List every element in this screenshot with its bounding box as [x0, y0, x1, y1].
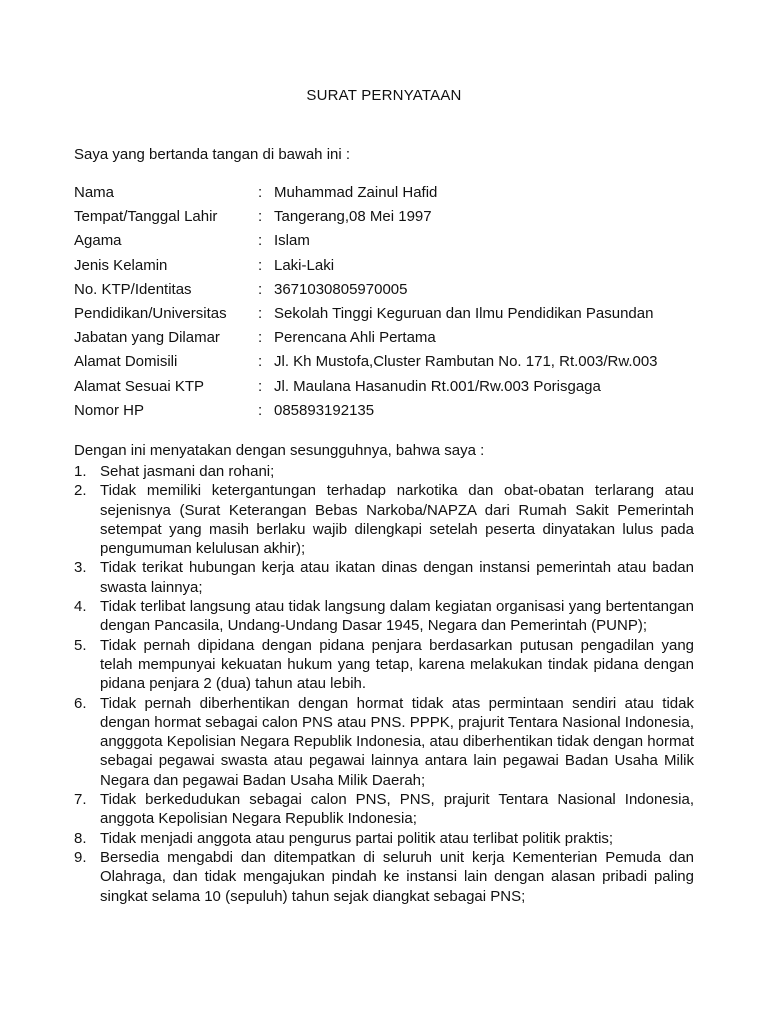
identity-colon: : [258, 377, 263, 395]
identity-label: Pendidikan/Universitas [74, 304, 227, 322]
statement-text: Sehat jasmani dan rohani; [100, 463, 275, 480]
identity-label: Jenis Kelamin [74, 256, 168, 274]
statement-item [74, 597, 694, 636]
statement-number: 8. [74, 829, 87, 847]
statement-item [74, 790, 694, 829]
identity-label: No. KTP/Identitas [74, 280, 192, 298]
identity-colon: : [258, 280, 263, 298]
statement-number: 1. [74, 463, 87, 480]
statement-text: Tidak berkedudukan sebagai calon PNS, PNS, prajurit Tentara Nasional Indonesia, anggota Kepolisian Negara Republik Indonesia; [100, 791, 694, 828]
statement-text: Bersedia mengabdi dan ditempatkan di seluruh unit kerja Kementerian Pemuda dan Olahraga, dan tidak mengajukan pindah ke instansi lain dengan alasan pribadi paling singkat selama 10 (sepuluh) tahun sejak diangkat sebagai PNS; [100, 848, 694, 905]
identity-label: Jabatan yang Dilamar [74, 329, 220, 347]
identity-value: 3671030805970005 [274, 280, 408, 298]
identity-label: Alamat Sesuai KTP [74, 377, 205, 395]
statement-text: Tidak pernah diberhentikan dengan hormat tidak atas permintaan sendiri atau tidak dengan hormat sebagai calon PNS atau PNS. PPPK, prajurit Tentara Nasional Indonesia, angggota Kepolisian Negara Republik Indonesia, atau diberhentikan tidak dengan hormat sebagai pegawai swasta atau pegawai lainnya antara lain pegawai Badan Usaha Milik Negara dan pegawai Badan Usaha Milik Daerah; [100, 694, 694, 789]
identity-value: 085893192135 [274, 401, 375, 419]
identity-row-gender [74, 254, 714, 278]
identity-value: Islam [274, 232, 310, 250]
identity-colon: : [258, 184, 263, 201]
statement-number: 6. [74, 694, 87, 712]
identity-label: Nomor HP [74, 401, 145, 419]
identity-label: Nama [74, 184, 115, 201]
intro-text: Saya yang bertanda tangan di bawah ini : [74, 146, 351, 163]
identity-label: Agama [74, 232, 122, 250]
statement-list [74, 462, 694, 906]
identity-row-domicile [74, 350, 714, 374]
identity-row-religion [74, 229, 714, 253]
identity-value: Tangerang,08 Mei 1997 [274, 208, 432, 226]
statement-text: Tidak pernah dipidana dengan pidana penjara berdasarkan putusan pengadilan yang telah mempunyai kekuatan hukum yang tetap, karena melakukan tindak pidana dengan pidana penjara 2 (dua) tahun atau lebih. [100, 636, 694, 693]
identity-row-ktp-address [74, 375, 714, 399]
identity-value: Jl. Maulana Hasanudin Rt.001/Rw.003 Porisgaga [274, 377, 601, 395]
identity-value: Perencana Ahli Pertama [274, 329, 436, 347]
identity-colon: : [258, 329, 263, 347]
statement-item [74, 829, 694, 848]
identity-row-id [74, 278, 714, 302]
identity-colon: : [258, 353, 263, 371]
identity-row-education [74, 302, 714, 326]
identity-label: Alamat Domisili [74, 353, 178, 371]
statement-number: 5. [74, 636, 87, 654]
identity-value: Laki-Laki [274, 256, 335, 274]
statement-number: 2. [74, 482, 87, 500]
identity-row-birth [74, 205, 714, 229]
statement-number: 9. [74, 848, 87, 866]
statement-item [74, 848, 694, 906]
identity-value: Sekolah Tinggi Keguruan dan Ilmu Pendidikan Pasundan [274, 304, 654, 322]
identity-label: Tempat/Tanggal Lahir [74, 208, 218, 226]
statement-text: Tidak memiliki ketergantungan terhadap narkotika dan obat-obatan terlarang atau sejenisnya (Surat Keterangan Bebas Narkoba/NAPZA dari Rumah Sakit Pemerintah setempat yang masih berlaku wajib dilengkapi setelah peserta dinyatakan lulus pada pengumuman kelulusan akhir); [100, 482, 694, 558]
statement-item [74, 462, 694, 481]
statement-item [74, 694, 694, 790]
statement-text: Tidak terikat hubungan kerja atau ikatan dinas dengan instansi pemerintah atau badan swasta lainnya; [100, 559, 694, 596]
statement-text: Tidak terlibat langsung atau tidak langsung dalam kegiatan organisasi yang bertentangan dengan Pancasila, Undang-Undang Dasar 1945, Negara dan Pemerintah (PUNP); [100, 598, 694, 635]
identity-row-position [74, 326, 714, 350]
statement-text: Tidak menjadi anggota atau pengurus partai politik atau terlibat politik praktis; [100, 829, 614, 847]
identity-row-name [74, 181, 714, 205]
identity-colon: : [258, 304, 263, 322]
statement-number: 3. [74, 559, 87, 577]
identity-value: Muhammad Zainul Hafid [274, 184, 438, 201]
statement-number: 7. [74, 791, 87, 809]
page-title: SURAT PERNYATAAN [306, 87, 462, 104]
statement-item [74, 558, 694, 597]
statement-lead: Dengan ini menyatakan dengan sesungguhnya, bahwa saya : [74, 442, 485, 459]
identity-table [74, 181, 714, 423]
identity-row-phone [74, 399, 714, 423]
statement-number: 4. [74, 598, 87, 616]
identity-colon: : [258, 401, 263, 419]
identity-colon: : [258, 256, 263, 274]
identity-colon: : [258, 208, 263, 226]
statement-item [74, 481, 694, 558]
identity-value: Jl. Kh Mustofa,Cluster Rambutan No. 171, Rt.003/Rw.003 [274, 353, 658, 371]
statement-item [74, 636, 694, 694]
identity-colon: : [258, 232, 263, 250]
